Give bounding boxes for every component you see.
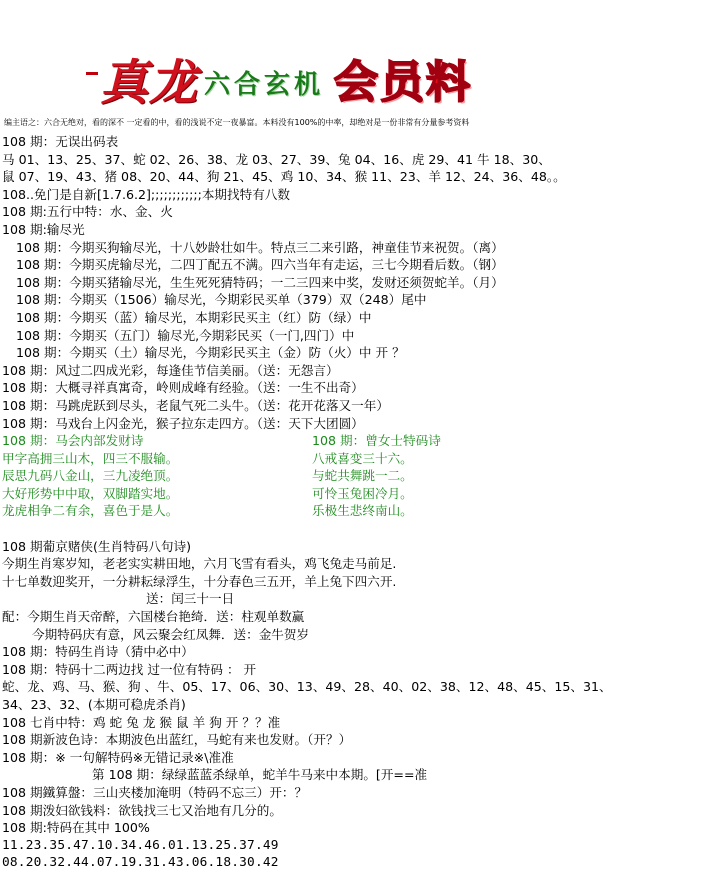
poem-right-line: 可怜玉兔困冷月。: [312, 485, 413, 501]
line: 今期特码庆有意，风云聚会红凤舞．送：金牛贺岁: [32, 626, 310, 642]
line: 108 期：马戏台上闪金光，猴子拉东走四方。（送：天下大团圆）: [2, 415, 364, 431]
poem-row: [2, 485, 718, 503]
line: 108 七肖中特：鸡 蛇 兔 龙 猴 鼠 羊 狗 开 ？？准: [2, 714, 281, 730]
spacer: [2, 520, 718, 538]
number-list: 11.23.35.47.10.34.46.01.13.25.37.49: [2, 837, 279, 853]
line: 108 期葡京赌侠(生肖特码八句诗): [2, 538, 191, 554]
line: 108 期:输尽光: [2, 221, 85, 237]
line: 108 期：特码十二两边找 过一位有特码 ： 开: [2, 661, 257, 677]
line: 108 期：特码生肖诗（猜中必中）: [2, 644, 194, 660]
banner: [86, 44, 516, 111]
banner-title-right: 会员料: [334, 57, 472, 108]
line: 108 期新波色诗：本期波色出蓝红，马蛇有来也发财。（开？）: [2, 732, 352, 748]
line: 108 期：※ 一句解特码※无错记录※\准准: [2, 749, 234, 765]
line: 34、23、32、(本期可稳虎杀肖): [2, 697, 186, 712]
poem-left-line: 甲字高拥三山木，四三不服输。: [2, 450, 179, 466]
poem-left-line: 辰思九码八金山，三九凌绝顶。: [2, 468, 179, 484]
line: 第 108 期：绿绿蓝蓝杀绿单，蛇羊牛马来中本期。[开==准: [92, 767, 428, 783]
intro-note: 编主语之：六合无绝对，看的深不 一定看的中，看的浅说不定一夜暴富。本料没有100%的中率，却绝对是一份非常有分量参考资料: [4, 118, 470, 127]
line: 十七单数迎奖开，一分耕耘绿浮生，十分春色三五开，羊上兔下四六开.: [2, 573, 397, 589]
poem-left-head: 108 期：马会内部发财诗: [2, 433, 144, 449]
line: 108..免门是自新[1.7.6.2];;;;;;;;;;;;本期找特有八数: [2, 186, 290, 202]
line: 108 期:五行中特：水、金、火: [2, 204, 173, 220]
line: 108 期：今期买（蓝）输尽光，本期彩民买主（红）防（绿）中: [16, 309, 372, 325]
banner-title-left: 真龙: [100, 55, 199, 111]
line: 108 期：今期买（土）输尽光，今期彩民买主（金）防（火）中 开 ？: [16, 345, 405, 361]
line: 108 期：今期买（五门）输尽光,今期彩民买（一门,四门）中: [16, 327, 355, 343]
poem-left-line: 大好形势中中取，双脚踏实地。: [2, 485, 179, 501]
poem-left-line: 龙虎相争二有余，喜色于是人。: [2, 503, 179, 519]
line: 108 期：今期买（1506）输尽光，今期彩民买单（379）双（248）尾中: [16, 292, 427, 308]
line: 108 期：马跳虎跃到尽头，老鼠气死二头牛。（送：花开花落又一年）: [2, 397, 389, 413]
line: 108 期:特码在其中 100%: [2, 820, 150, 836]
line: 送：闰三十一日: [146, 591, 235, 607]
line: 108 期泼妇欲钱料：欲钱找三七又治地有几分的。: [2, 802, 282, 818]
poem-right-line: 与蛇共舞跳一二。: [312, 468, 413, 484]
line: 108 期：今期买虎输尽光，二四丁配五不满。四六当年有走运，三七今期看后数。（钢）: [16, 257, 504, 273]
poem-row: [2, 502, 718, 520]
poem-right-line: 乐极生悲终南山。: [312, 503, 413, 519]
line: 今期生肖寒岁知，老老实实耕田地，六月飞雪有看头，鸡飞兔走马前足.: [2, 556, 397, 572]
number-list: 08.20.32.44.07.19.31.43.06.18.30.42: [2, 855, 279, 871]
line: 蛇、龙、鸡、马、猴、狗 、牛、05、17、06、30、13、49、28、40、02、38、12、48、45、15、31、: [2, 679, 612, 695]
line: 鼠 07、19、43、猪 08、20、44、狗 21、45、鸡 10、34、猴 11、23、羊 12、24、36、48。。: [2, 169, 566, 185]
banner-title-mid: 六合玄机: [204, 70, 325, 100]
line: 马 01、13、25、37、蛇 02、26、38、龙 03、27、39、兔 04、16、虎 29、41 牛 18、30、: [2, 151, 551, 167]
content: [2, 133, 718, 872]
poem-head-row: [2, 432, 718, 450]
line: 108 期：大概寻祥真寓奇，岭则成峰有经验。（送：一生不出奇）: [2, 380, 364, 396]
line: 108 期：今期买狗输尽光，十八妙龄壮如牛。特点三二来引路，神童佳节来祝贺。（离）: [16, 239, 504, 255]
line: 108 期：风过二四成光彩，每逢佳节信美丽。（送：无怨言）: [2, 362, 339, 378]
line: 配：今期生肖天帝醉，六国楼台艳绮．送：柱观单数赢: [2, 609, 305, 625]
banner-dash: [86, 72, 98, 75]
poem-right-head: 108 期：曾女士特码诗: [312, 433, 441, 449]
line: 108 期鐵算盤：三山夹楼加淹明（特码不忘三）开：？: [2, 784, 308, 800]
poem-row: [2, 467, 718, 485]
poem-right-line: 八戒喜变三十六。: [312, 450, 413, 466]
line: 108 期：今期买猪输尽光，生生死死猜特码；一二三四来中奖，发财还须贺蛇羊。（月）: [16, 274, 504, 290]
line: 108 期：无误出码表: [2, 134, 119, 149]
poem-row: [2, 450, 718, 468]
